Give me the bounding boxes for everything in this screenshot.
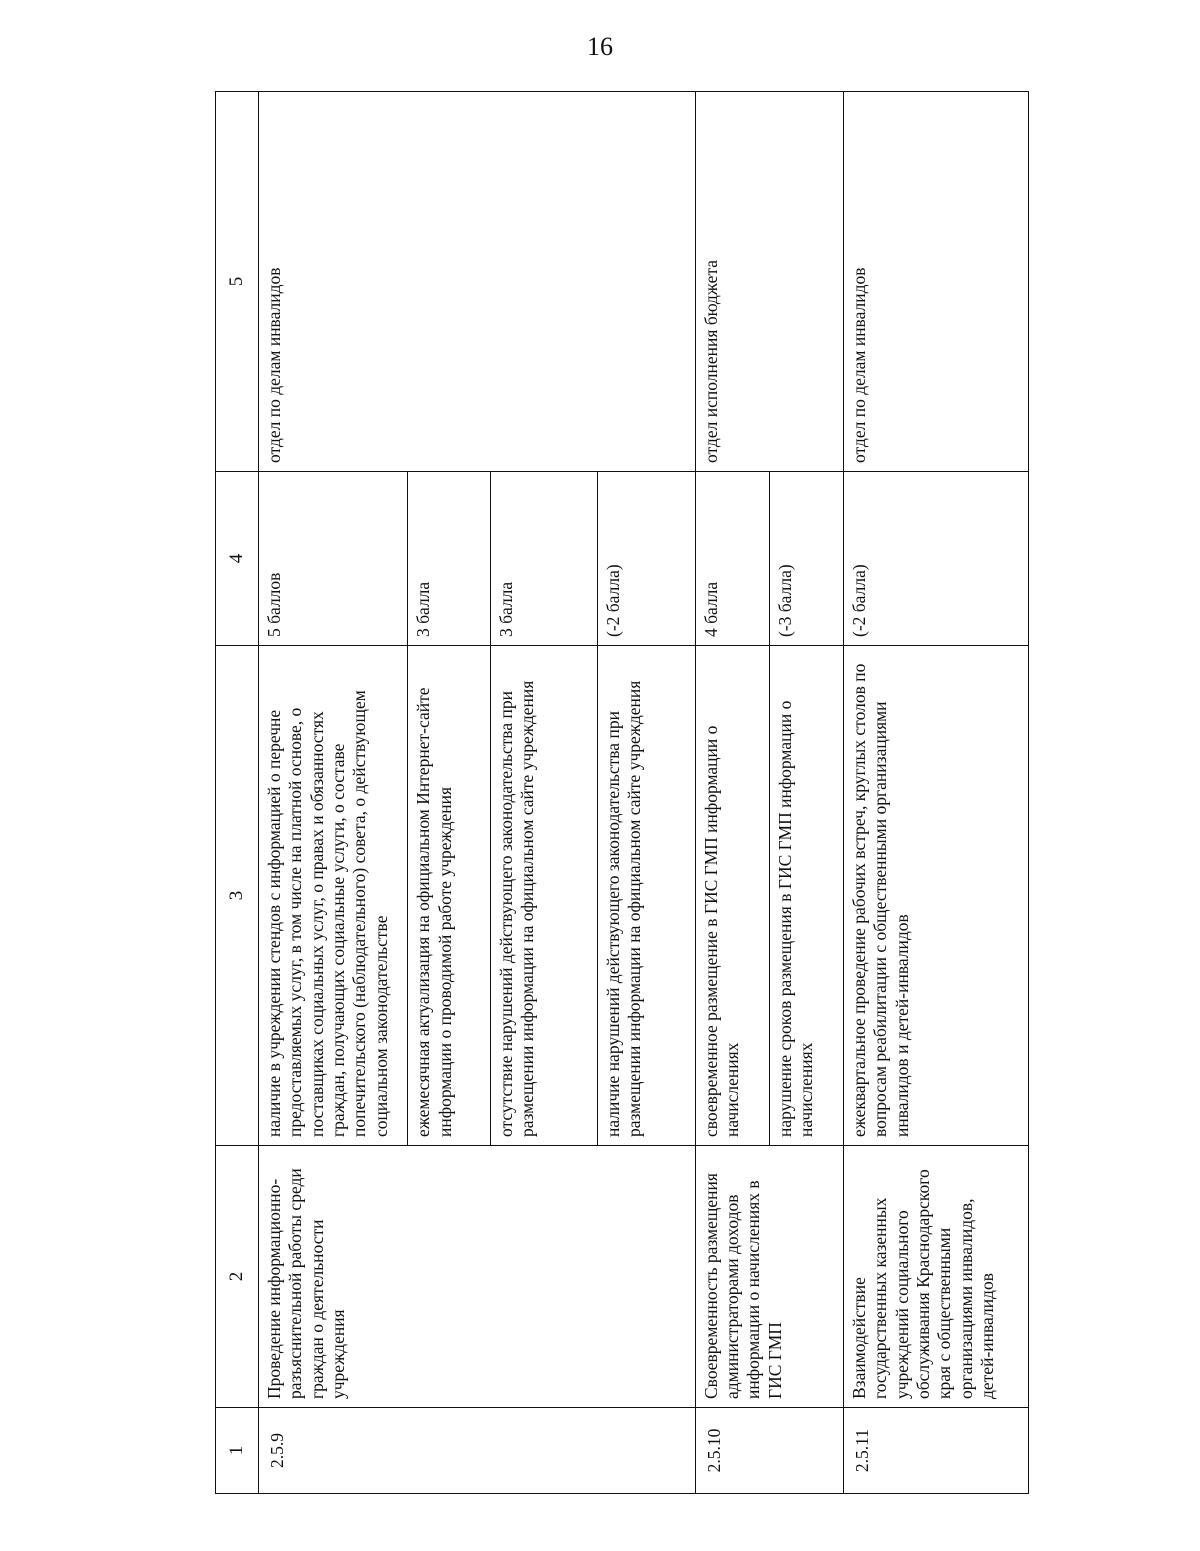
row-number: 2.5.9 [259, 1408, 696, 1494]
table-row [695, 92, 769, 1494]
criterion-text: ежеквартальное проведение рабочих встреч, круглых столов по вопросам реабилитации с общественными организациями инвалидов и детей-инвалидов [843, 646, 1028, 1146]
criterion-score: (-2 балла) [597, 472, 695, 646]
row-number: 2.5.11 [843, 1408, 1028, 1494]
page-number: 16 [587, 32, 613, 61]
column-header: 1 [216, 1408, 259, 1494]
criterion-score: 3 балла [491, 472, 598, 646]
column-header: 5 [216, 92, 259, 472]
table-container [215, 92, 1029, 1494]
column-header: 3 [216, 646, 259, 1146]
indicator-title: Своевременность размещения администраторами доходов информации о начислениях в ГИС ГМП [695, 1146, 843, 1408]
indicator-title: Проведение информационно-разъяснительной работы среди граждан о деятельности учреждения [259, 1146, 696, 1408]
column-header: 4 [216, 472, 259, 646]
criterion-text: наличие в учреждении стендов с информацией о перечне предоставляемых услуг, в том числе на платной основе, о поставщиках социальных услуг, о правах и обязанностях граждан, получающих социальные услуги, о составе попечительского (наблюдательного) совета, о действующем социальном законодательстве [259, 646, 408, 1146]
criterion-text: отсутствие нарушений действующего законодательства при размещении информации на официальном сайте учреждения [491, 646, 598, 1146]
table-header-row [216, 92, 259, 1494]
criterion-text: нарушение сроков размещения в ГИС ГМП информации о начислениях [769, 646, 843, 1146]
criterion-score: 5 баллов [259, 472, 408, 646]
criteria-table [215, 91, 1029, 1494]
column-header: 2 [216, 1146, 259, 1408]
responsible-department: отдел по делам инвалидов [259, 92, 696, 472]
criterion-score: 3 балла [408, 472, 491, 646]
responsible-department: отдел исполнения бюджета [695, 92, 843, 472]
row-number: 2.5.10 [695, 1408, 843, 1494]
criterion-text: наличие нарушений действующего законодательства при размещении информации на официальном сайте учреждения [597, 646, 695, 1146]
criterion-score: (-2 балла) [843, 472, 1028, 646]
table-row [259, 92, 408, 1494]
responsible-department: отдел по делам инвалидов [843, 92, 1028, 472]
criterion-text: своевременное размещение в ГИС ГМП информации о начислениях [695, 646, 769, 1146]
criterion-score: (-3 балла) [769, 472, 843, 646]
table-row [843, 92, 1028, 1494]
indicator-title: Взаимодействие государственных казенных учреждений социального обслуживания Краснодарского края с общественными организациями инвалидов, детей-инвалидов [843, 1146, 1028, 1408]
criterion-score: 4 балла [695, 472, 769, 646]
criterion-text: ежемесячная актуализация на официальном Интернет-сайте информации о проводимой работе учреждения [408, 646, 491, 1146]
